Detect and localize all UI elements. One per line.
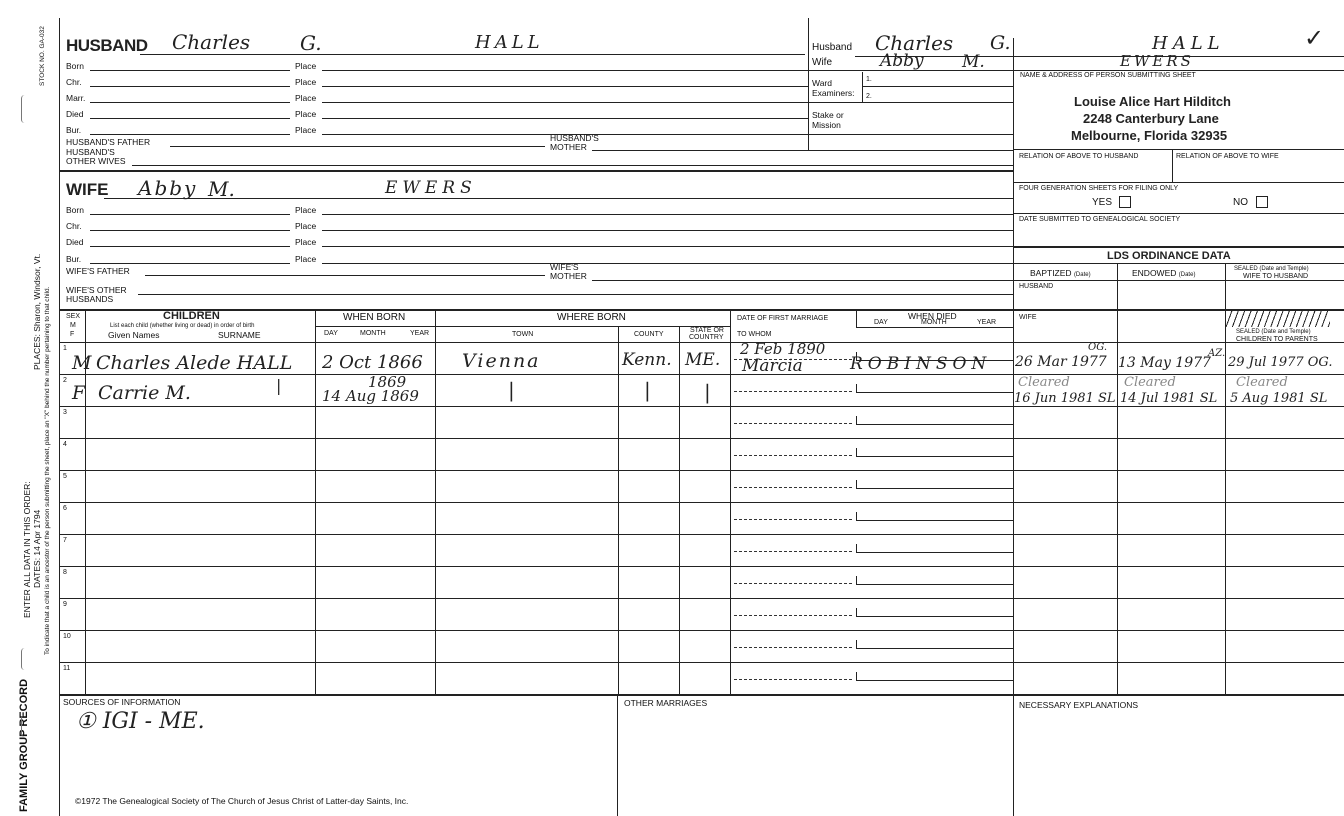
wifes-mother-label: WIFE'S xyxy=(550,262,579,272)
child-1-spouse-surname: ROBINSON xyxy=(850,354,992,374)
year-label: YEAR xyxy=(410,330,430,337)
endowed-label xyxy=(1132,268,1195,280)
husband-given-name: Charles xyxy=(172,30,251,54)
bur-label: Bur. xyxy=(66,125,82,135)
place-label: Place xyxy=(295,254,317,264)
sex-label: SEX xyxy=(66,313,81,320)
child-1-endow-note: AZ. xyxy=(1208,348,1226,359)
marriage-date-line xyxy=(734,455,852,456)
chr-label: Chr. xyxy=(66,221,82,231)
wife-label: WIFE xyxy=(66,180,109,199)
death-date-line xyxy=(856,512,1014,521)
form-title-text: FAMILY GROUP RECORD xyxy=(18,678,30,812)
death-date-line xyxy=(856,608,1014,617)
section-divider xyxy=(59,694,1344,696)
rh-husband-given: Charles xyxy=(875,31,954,55)
stock-number: STOCK NO. GA-032 xyxy=(39,26,46,86)
table-row xyxy=(59,534,1344,535)
rh-husband-middle: G. xyxy=(990,32,1011,54)
death-date-line xyxy=(856,384,1014,393)
punch-hole-mark xyxy=(21,715,28,737)
child-row-number: 8 xyxy=(63,569,67,576)
marriage-date-line xyxy=(734,583,852,584)
child-row-number: 10 xyxy=(63,633,71,640)
examiner-1: 1. xyxy=(866,76,872,83)
child-1-state: ME. xyxy=(685,350,721,370)
child-row-number: 3 xyxy=(63,409,67,416)
dates-note: DATES: 14 Apr 1794 xyxy=(32,509,42,588)
child-2-endow: 14 Jul 1981 SL xyxy=(1120,391,1218,406)
child-1-sex: M xyxy=(72,352,92,374)
mission-label: Mission xyxy=(812,120,841,130)
marriage-date-line xyxy=(734,487,852,488)
place-label: Place xyxy=(295,77,317,87)
place-label: Place xyxy=(295,221,317,231)
table-row xyxy=(59,630,1344,631)
table-row xyxy=(59,598,1344,599)
sources-label: SOURCES OF INFORMATION xyxy=(63,697,181,707)
death-date-line xyxy=(856,416,1014,425)
child-1-seal: 29 Jul 1977 OG. xyxy=(1228,355,1333,370)
to-whom-label: TO WHOM xyxy=(737,331,772,338)
child-1-county: Kenn. xyxy=(622,350,672,370)
child-2-born-alt: 1869 xyxy=(368,373,407,391)
submitter-city: Melbourne, Florida 32935 xyxy=(1071,128,1228,143)
form-left-border xyxy=(59,18,60,816)
date-hint: (Date) xyxy=(1073,272,1091,278)
surname-label: SURNAME xyxy=(218,330,261,340)
first-marriage-label: DATE OF FIRST MARRIAGE xyxy=(737,315,829,322)
day-label: DAY xyxy=(324,330,338,337)
lds-title: LDS ORDINANCE DATA xyxy=(1107,250,1231,262)
baptized-text: BAPTIZED xyxy=(1030,268,1072,278)
child-2-county: | xyxy=(644,378,651,402)
submitter-street: 2248 Canterbury Lane xyxy=(1083,111,1219,126)
bur-label: Bur. xyxy=(66,254,82,264)
marr-label: Marr. xyxy=(66,93,86,103)
sealed-w2h-label-2: WIFE TO HUSBAND xyxy=(1243,273,1309,280)
child-1-endow: 13 May 1977 xyxy=(1118,355,1211,371)
died-label: Died xyxy=(66,109,84,119)
place-label: Place xyxy=(295,109,317,119)
marriage-date-line xyxy=(734,423,852,424)
died-year-label: YEAR xyxy=(977,319,997,326)
endowed-text: ENDOWED xyxy=(1132,268,1177,278)
husband-surname: HALL xyxy=(475,32,544,53)
town-label: TOWN xyxy=(512,331,534,338)
death-date-line xyxy=(856,640,1014,649)
lds-row-line xyxy=(1013,342,1344,343)
marriage-date-line xyxy=(734,647,852,648)
child-1-name: Charles Alede HALL xyxy=(96,352,293,374)
checkmark-icon: ✓ xyxy=(1304,24,1325,52)
lds-husband-label: HUSBAND xyxy=(1019,283,1054,290)
state-label: STATE OR xyxy=(690,327,724,334)
divider xyxy=(1013,38,1014,816)
table-row xyxy=(59,502,1344,503)
section-divider xyxy=(59,309,1344,311)
punch-hole-mark xyxy=(21,648,28,670)
child-1-bapt: 26 Mar 1977 xyxy=(1015,354,1107,370)
submitter-label: NAME & ADDRESS OF PERSON SUBMITTING SHEET xyxy=(1020,72,1196,79)
examiners-label: Examiners: xyxy=(812,88,855,98)
table-row xyxy=(59,662,1344,663)
wife-surname: EWERS xyxy=(385,178,477,198)
marriage-date-line xyxy=(734,519,852,520)
when-born-label: WHEN BORN xyxy=(343,312,406,323)
death-date-line xyxy=(856,544,1014,553)
country-label: COUNTRY xyxy=(689,334,724,341)
child-row-number: 1 xyxy=(63,345,67,352)
f-label: F xyxy=(70,331,75,338)
child-2-born: 14 Aug 1869 xyxy=(322,387,419,405)
divider xyxy=(617,695,618,816)
husband-name-line xyxy=(140,54,805,55)
child-row-number: 4 xyxy=(63,441,67,448)
child-row-number: 11 xyxy=(63,665,71,672)
death-date-line xyxy=(856,448,1014,457)
children-note: List each child (whether living or dead) in order of birth xyxy=(110,323,255,329)
place-label: Place xyxy=(295,125,317,135)
child-2-name: Carrie M. xyxy=(98,382,191,404)
ward-label: Ward xyxy=(812,78,832,88)
wife-given-name: Abby xyxy=(138,176,198,200)
rh-wife-given: Abby xyxy=(880,51,924,71)
child-1-spouse: Marcia xyxy=(742,356,803,376)
husbands-father-label: HUSBAND'S FATHER xyxy=(66,137,151,147)
enter-data-note: ENTER ALL DATA IN THIS ORDER: xyxy=(22,481,32,618)
sealed-c2p-label: SEALED (Date and Temple) xyxy=(1236,329,1311,335)
wife-middle-initial: M. xyxy=(208,177,235,201)
marriage-date-line xyxy=(734,391,852,392)
child-1-bapt-note: OG. xyxy=(1088,342,1108,353)
other-wives-label-2: OTHER WIVES xyxy=(66,156,126,166)
death-date-line xyxy=(856,480,1014,489)
place-label: Place xyxy=(295,205,317,215)
wife-name-line xyxy=(104,198,1013,199)
child-1-born: 2 Oct 1866 xyxy=(322,352,423,373)
child-row-number: 2 xyxy=(63,377,67,384)
no-checkbox[interactable] xyxy=(1256,196,1268,208)
date-submitted-label: DATE SUBMITTED TO GENEALOGICAL SOCIETY xyxy=(1019,216,1181,223)
child-2-sex: F xyxy=(72,382,86,404)
marriage-date-line xyxy=(734,615,852,616)
other-marriages-label: OTHER MARRIAGES xyxy=(624,698,708,708)
death-date-line xyxy=(856,576,1014,585)
copyright: ©1972 The Genealogical Society of The Church of Jesus Christ of Latter-day Saints, Inc. xyxy=(75,796,409,806)
places-note: PLACES: Sharon, Windsor, Vt. xyxy=(32,253,42,370)
child-row-number: 9 xyxy=(63,601,67,608)
died-day-label: DAY xyxy=(874,319,888,326)
marriage-date-line xyxy=(734,679,852,680)
form-title xyxy=(18,679,30,812)
child-1-marr-date: 2 Feb 1890 xyxy=(740,340,826,358)
table-row xyxy=(59,406,1344,407)
marriage-date-line xyxy=(734,551,852,552)
born-label: Born xyxy=(66,61,84,71)
child-row-number: 6 xyxy=(63,505,67,512)
table-row xyxy=(59,470,1344,471)
table-row xyxy=(59,438,1344,439)
relation-husband-label: RELATION OF ABOVE TO HUSBAND xyxy=(1019,153,1139,160)
where-born-label: WHERE BORN xyxy=(557,312,626,323)
baptized-label xyxy=(1030,268,1091,280)
examiner-2: 2. xyxy=(866,93,872,100)
husband-label: HUSBAND xyxy=(66,36,148,55)
child-2-bapt-status: Cleared xyxy=(1018,375,1070,390)
relation-wife-label: RELATION OF ABOVE TO WIFE xyxy=(1176,153,1279,160)
died-label: Died xyxy=(66,237,84,247)
when-died-label: WHEN DIED xyxy=(908,311,957,321)
table-row xyxy=(59,566,1344,567)
husbands-mother-label-2: MOTHER xyxy=(550,142,587,152)
child-2-surname-mark: | xyxy=(276,376,282,395)
no-label: NO xyxy=(1233,197,1248,208)
wifes-father-label: WIFE'S FATHER xyxy=(66,266,130,276)
other-husbands-label: WIFE'S OTHER xyxy=(66,285,127,295)
submitter-name: Louise Alice Hart Hilditch xyxy=(1074,94,1231,109)
divider xyxy=(808,18,809,150)
husbands-mother-label: HUSBAND'S xyxy=(550,133,599,143)
section-divider xyxy=(59,170,1013,172)
other-wives-label: HUSBAND'S xyxy=(66,147,115,157)
rh-husband-label: Husband xyxy=(812,42,853,53)
sealed-c2p-label-2: CHILDREN TO PARENTS xyxy=(1236,336,1318,343)
child-2-state: | xyxy=(704,380,711,404)
rh-wife-label: Wife xyxy=(812,57,832,68)
lds-wife-label: WIFE xyxy=(1019,314,1037,321)
county-label: COUNTY xyxy=(634,331,664,338)
sources-text: ① IGI - ME. xyxy=(76,709,205,734)
child-1-town: Vienna xyxy=(462,350,541,372)
month-label: MONTH xyxy=(360,330,386,337)
m-label: M xyxy=(70,322,76,329)
child-2-town: | xyxy=(508,378,515,402)
child-2-bapt: 16 Jun 1981 SL xyxy=(1014,391,1116,406)
four-gen-label: FOUR GENERATION SHEETS FOR FILING ONLY xyxy=(1019,185,1179,192)
rh-wife-middle: M. xyxy=(962,52,985,72)
child-2-seal-status: Cleared xyxy=(1236,375,1288,390)
date-hint: (Date) xyxy=(1178,272,1196,278)
death-date-line xyxy=(856,672,1014,681)
stake-label: Stake or xyxy=(812,110,844,120)
rh-husband-surname: HALL xyxy=(1152,33,1225,54)
given-names-label: Given Names xyxy=(108,330,160,340)
husband-middle-initial: G. xyxy=(300,31,322,55)
yes-label: YES xyxy=(1092,197,1113,208)
hatched-cell xyxy=(1226,311,1330,327)
ancestor-note: To indicate that a child is an ancestor of the person submitting the sheet, place an "X" behind the number pertaining to that child. xyxy=(44,286,51,655)
sealed-w2h-label: SEALED (Date and Temple) xyxy=(1234,266,1309,272)
punch-hole-mark xyxy=(21,95,28,123)
necessary-explanations-label: NECESSARY EXPLANATIONS xyxy=(1019,700,1139,710)
child-row-number: 5 xyxy=(63,473,67,480)
child-row-number: 7 xyxy=(63,537,67,544)
born-label: Born xyxy=(66,205,84,215)
rh-wife-surname: EWERS xyxy=(1120,52,1194,70)
child-2-seal: 5 Aug 1981 SL xyxy=(1230,391,1328,406)
place-label: Place xyxy=(295,93,317,103)
place-label: Place xyxy=(295,61,317,71)
died-month-label: MONTH xyxy=(921,319,947,326)
chr-label: Chr. xyxy=(66,77,82,87)
yes-checkbox[interactable] xyxy=(1119,196,1131,208)
children-label: CHILDREN xyxy=(163,310,220,322)
child-2-endow-status: Cleared xyxy=(1124,375,1176,390)
other-husbands-label-2: HUSBANDS xyxy=(66,294,114,304)
place-label: Place xyxy=(295,237,317,247)
wifes-mother-label-2: MOTHER xyxy=(550,271,587,281)
